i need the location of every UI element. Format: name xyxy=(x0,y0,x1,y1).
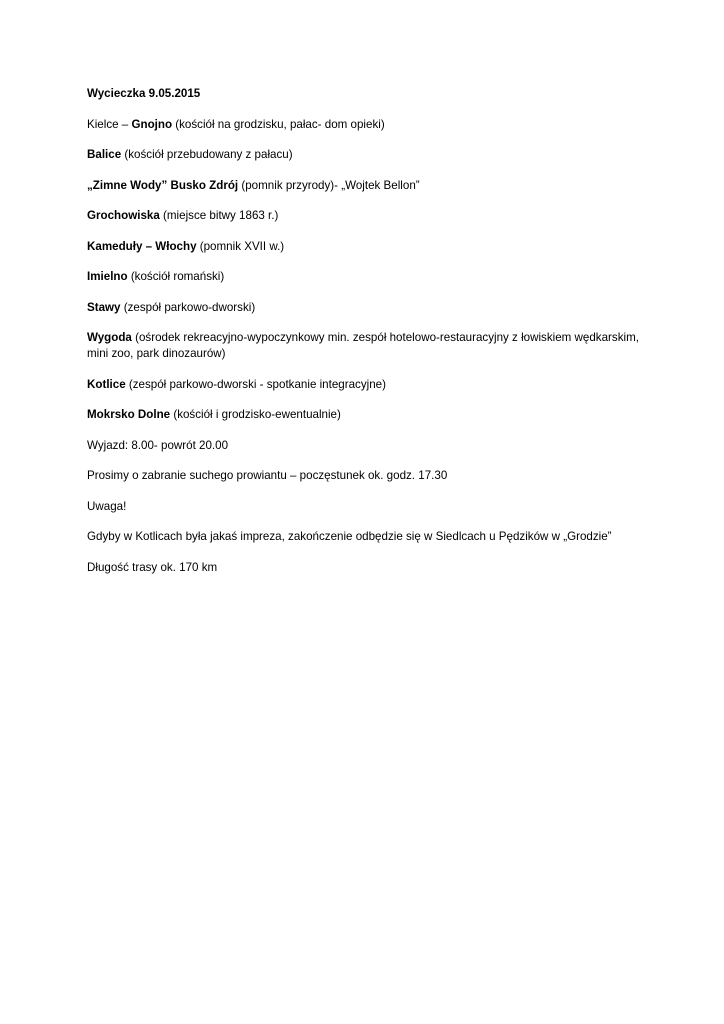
stop-description: (pomnik przyrody)- „Wojtek Bellon” xyxy=(238,178,420,192)
stop-item xyxy=(87,330,647,362)
stop-item xyxy=(87,377,647,393)
stop-name: Wygoda xyxy=(87,331,132,344)
warning-text: Gdyby w Kotlicach była jakaś impreza, zakończenie odbędzie się w Siedlcach u Pędzików w „Grodzie” xyxy=(87,530,612,543)
route-distance: Długość trasy ok. 170 km xyxy=(87,560,218,574)
stop-item xyxy=(87,269,647,285)
stop-description: (miejsce bitwy 1863 r.) xyxy=(159,209,279,222)
stop-name: Stawy xyxy=(87,300,121,314)
provisions-info: Prosimy o zabranie suchego prowiantu – poczęstunek ok. godz. 17.30 xyxy=(87,469,448,482)
stop-name: Kameduły – Włochy xyxy=(87,239,197,253)
stop-description: (zespół parkowo-dworski - spotkanie integracyjne) xyxy=(125,377,386,391)
stop-item xyxy=(87,208,647,224)
stop-description: (kościół przebudowany z pałacu) xyxy=(121,148,293,161)
stop-item xyxy=(87,178,647,194)
stop-description: (kościół romański) xyxy=(127,270,225,283)
trip-title-text: Wycieczka 9.05.2015 xyxy=(87,87,201,100)
stop-name: Gnojno xyxy=(131,117,173,131)
stop-item xyxy=(87,117,647,133)
document-body xyxy=(87,86,647,590)
stop-name: Mokrsko Dolne xyxy=(87,408,171,421)
stop-description: (kościół na grodzisku, pałac- dom opieki) xyxy=(172,117,385,131)
stop-name: „Zimne Wody” Busko Zdrój xyxy=(87,178,239,192)
stop-item xyxy=(87,239,647,255)
stop-item xyxy=(87,300,647,316)
trip-title xyxy=(87,86,647,102)
warning-heading: Uwaga! xyxy=(87,499,127,513)
stop-description: (kościół i grodzisko-ewentualnie) xyxy=(170,408,341,421)
stop-name: Imielno xyxy=(87,270,128,283)
stop-name: Balice xyxy=(87,148,122,161)
stop-description: (zespół parkowo-dworski) xyxy=(120,300,256,314)
stop-prefix: Kielce – xyxy=(87,117,132,131)
stop-name: Kotlice xyxy=(87,377,126,391)
departure-info: Wyjazd: 8.00- powrót 20.00 xyxy=(87,438,229,452)
stop-description: (pomnik XVII w.) xyxy=(196,239,285,253)
stop-name: Grochowiska xyxy=(87,209,160,222)
stop-item xyxy=(87,407,647,423)
stop-item xyxy=(87,147,647,163)
stop-description: (ośrodek rekreacyjno-wypoczynkowy min. zespół hotelowo-restauracyjny z łowiskiem wędkarskim, mini zoo, park dinozaurów) xyxy=(87,331,639,360)
